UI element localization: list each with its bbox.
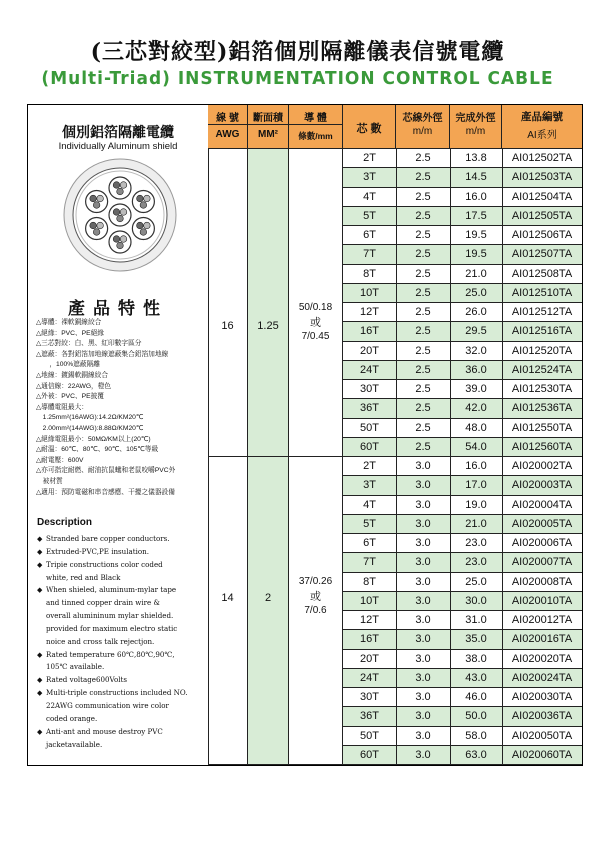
description-item: ◆ Tripie constructions color coded white, red and Black [37,559,209,585]
product-code-cell: AI020004TA [511,498,573,511]
cores-cell: 4T [363,498,376,511]
group-1-conductor-a: 50/0.18 [298,302,333,313]
spec-sheet [27,104,583,766]
core-od-cell: 2.5 [415,344,431,357]
feature-item: △絕緣：PVC、PE絕緣 [36,329,104,337]
description-item: ◆ Extruded-PVC,PE insulation. [37,546,209,559]
cores-cell: 50T [360,421,379,434]
table-row [343,419,582,438]
cores-cell: 30T [360,383,379,395]
cores-cell: 8T [363,267,376,280]
group-2-area: 2 [264,592,272,604]
table-row [343,669,582,688]
table-row [343,245,582,264]
cores-cell: 20T [360,652,379,665]
description-item: ◆ Multi-triple constructions included NO. 22AWG communication wire color coded orange. [37,687,209,726]
table-row [343,457,582,476]
table-row [343,284,582,303]
table-row [343,226,582,245]
table-row [343,592,582,611]
description-panel [28,105,208,765]
product-code-cell: AI020006TA [511,537,573,549]
table-row [343,534,582,553]
product-code-cell: AI012550TA [511,421,573,434]
core-od-cell: 2.5 [415,248,431,261]
header-area-label: 斷面積 [253,113,283,124]
group-2-conductor-or: 或 [310,591,321,603]
feature-item: △通信線：22AWG，橙色 [36,382,112,390]
header-conductor-unit: 條數/mm [298,131,333,141]
core-od-cell: 3.0 [415,633,431,646]
od-cell: 50.0 [465,710,487,723]
cores-cell: 16T [360,325,379,338]
od-cell: 13.8 [465,152,487,164]
core-od-cell: 2.5 [415,383,431,395]
description-item: ◆ Stranded bare copper conductors. [37,533,209,546]
group-2-conductor-b: 7/0.6 [304,605,327,616]
cores-cell: 50T [360,729,379,742]
header-awg-unit: AWG [215,129,240,140]
description-item: ◆ Rated temperature 60℃,80℃,90℃, 105℃ available. [37,649,209,675]
core-od-cell: 2.5 [415,286,431,299]
header-cores-label: 芯 數 [356,123,382,135]
core-od-cell: 3.0 [415,460,431,472]
od-cell: 19.5 [465,248,487,261]
cores-cell: 36T [360,710,379,723]
table-row [343,149,582,168]
cores-cell: 5T [363,209,376,222]
core-od-cell: 3.0 [415,710,431,723]
core-od-cell: 3.0 [415,691,431,703]
od-cell: 14.5 [465,171,487,184]
feature-item: △絕緣電阻最小：50MΩ/KM以上(20℃) [36,435,151,443]
od-cell: 19.5 [465,229,487,241]
od-cell: 26.0 [465,306,487,318]
table-row [343,322,582,341]
feature-item: △耐溫：60℃、80℃、90℃、105℃等級 [36,446,159,454]
product-code-cell: AI020050TA [511,729,573,742]
feature-item: △導體電阻最大： [36,403,88,411]
od-cell: 35.0 [465,633,487,646]
od-cell: 48.0 [465,421,487,434]
feature-item: △適用：預防電磁和串音感應、干擾之儀器設備 [36,488,175,496]
table-row [343,342,582,361]
table-row [343,553,582,572]
header-code-label: 產品編號 [521,111,563,123]
cores-cell: 10T [360,594,379,607]
product-code-cell: AI012508TA [511,267,573,280]
table-row [343,438,582,457]
core-od-cell: 3.0 [415,537,431,549]
od-cell: 25.0 [465,575,487,588]
cores-cell: 8T [363,575,376,588]
product-code-cell: AI012507TA [511,248,573,261]
table-row [343,207,582,226]
feature-item: △外被：PVC、PE披覆 [36,393,104,401]
col-divider [450,149,451,765]
product-code-cell: AI012560TA [511,440,573,453]
cores-cell: 2T [363,152,376,164]
feature-item: △耐電壓：600V [36,456,84,464]
table-row [343,727,582,746]
features-list [36,318,208,498]
group-1-area: 1.25 [257,320,279,332]
table-row [343,573,582,592]
description-item: ◆ When shieled, aluminum-mylar tape and tinned copper drain wire & overall alumininum mylar shielded. provided for maximum electro static noice and cross talk rejectjon. [37,584,209,648]
core-od-cell: 2.5 [415,363,431,376]
core-od-cell: 2.5 [415,440,431,453]
product-code-cell: AI020005TA [511,517,573,530]
header-od-unit: m/m [465,126,486,137]
cores-cell: 6T [363,229,376,241]
cores-cell: 12T [360,306,379,318]
group-1-awg-cell [208,149,248,457]
header-core-od-unit: m/m [412,126,433,137]
core-od-cell: 3.0 [415,671,431,684]
cores-cell: 16T [360,633,379,646]
product-code-cell: AI012506TA [511,229,573,241]
header-code-unit: AI系列 [527,130,557,141]
cores-cell: 36T [360,402,379,415]
od-cell: 32.0 [465,344,487,357]
description-item: ◆ Anti-ant and mouse destroy PVC jacketavailable. [37,726,209,752]
product-code-cell: AI020036TA [511,710,573,723]
header-core-od [396,105,450,149]
product-code-cell: AI012510TA [511,286,573,299]
product-code-cell: AI020016TA [511,633,573,646]
group-1-area-cell [248,149,289,457]
group-2-conductor-cell [289,457,343,765]
header-cores [343,105,396,149]
product-code-cell: AI012502TA [511,152,573,164]
header-conductor [289,105,343,149]
cores-cell: 5T [363,517,376,530]
od-cell: 38.0 [465,652,487,665]
product-code-cell: AI020003TA [511,479,573,492]
table-row [343,188,582,207]
od-cell: 31.0 [465,614,487,626]
od-cell: 17.0 [465,479,487,492]
core-od-cell: 2.5 [415,190,431,203]
feature-item: △三芯對絞：白、黑、紅印數字區分 [36,340,142,348]
feature-item: △遮蔽：各對鋁箔加地線遮蔽集合鋁箔加地線 [36,350,169,358]
product-code-cell: AI012536TA [511,402,573,415]
od-cell: 19.0 [465,498,487,511]
product-code-cell: AI012516TA [511,325,573,338]
cores-cell: 4T [363,190,376,203]
table-row [343,265,582,284]
group-1-conductor-cell [289,149,343,457]
feature-item: ，100%遮蔽隔離 [36,361,100,369]
cores-cell: 24T [360,363,379,376]
cores-cell: 2T [363,460,376,472]
product-code-cell: AI012505TA [511,209,573,222]
core-od-cell: 2.5 [415,402,431,415]
cable-cross-section-image [62,157,178,273]
table-row [343,650,582,669]
product-code-cell: AI012524TA [511,363,573,376]
od-cell: 36.0 [465,363,487,376]
product-code-cell: AI020010TA [511,594,573,607]
od-cell: 54.0 [465,440,487,453]
feature-item: 1.25mm²(16AWG):14.2Ω/KM20℃ [36,414,144,422]
cores-cell: 12T [360,614,379,626]
page-title: (三芯對絞型)鋁箔個別隔離儀表信號電纜 [90,39,505,65]
core-od-cell: 3.0 [415,556,431,569]
header-od [450,105,502,149]
description-item: ◆ Rated voltage600Volts [37,674,209,687]
od-cell: 63.0 [465,748,487,761]
core-od-cell: 3.0 [415,652,431,665]
table-row [343,707,582,726]
header-awg-label: 線 號 [216,113,239,124]
cores-cell: 10T [360,286,379,299]
product-code-cell: AI020012TA [511,614,573,626]
header-area [248,105,289,149]
page-subtitle: (Multi-Triad) INSTRUMENTATION CONTROL CABLE [41,68,554,90]
table-row [343,688,582,707]
feature-item: 被材質 [36,477,63,485]
od-cell: 39.0 [465,383,487,395]
core-od-cell: 3.0 [415,517,431,530]
core-od-cell: 2.5 [415,209,431,222]
cores-cell: 3T [363,171,376,184]
table-row [343,303,582,322]
od-cell: 25.0 [465,286,487,299]
header-core-od-label: 芯線外徑 [402,113,443,124]
od-cell: 42.0 [465,402,487,415]
core-od-cell: 3.0 [415,729,431,742]
cores-cell: 7T [363,556,376,569]
cores-cell: 60T [360,440,379,453]
group-2-awg-cell [208,457,248,765]
panel-title: 個別鋁箔隔離電纜 [62,125,174,141]
feature-item: △亦可指定耐燃、耐油抗鼠蟻和老鼠咬嚼PVC外 [36,467,176,475]
table-row [343,630,582,649]
product-code-cell: AI012504TA [511,190,573,203]
group-1-conductor-b: 7/0.45 [301,331,330,342]
group-2-awg: 14 [221,592,234,604]
od-cell: 23.0 [465,556,487,569]
od-cell: 29.5 [465,325,487,338]
feature-item: 2.00mm²(14AWG):8.88Ω/KM20℃ [36,424,144,432]
header-area-unit: MM² [258,129,278,140]
feature-item: △地線：鍍錫軟銅線絞合 [36,371,109,379]
product-code-cell: AI020060TA [511,748,573,761]
core-od-cell: 2.5 [415,229,431,241]
table-row [343,746,582,765]
col-divider [502,149,503,765]
table-row [343,380,582,399]
core-od-cell: 2.5 [415,325,431,338]
product-code-cell: AI020008TA [511,575,573,588]
header-awg [208,105,248,149]
features-title: 產品特性 [68,299,168,319]
group-1-awg: 16 [221,320,234,332]
cores-cell: 20T [360,344,379,357]
product-code-cell: AI020030TA [511,691,573,703]
cores-cell: 7T [363,248,376,261]
product-code-cell: AI020002TA [511,460,573,472]
core-od-cell: 2.5 [415,171,431,184]
col-divider [396,149,397,765]
core-od-cell: 2.5 [415,306,431,318]
od-cell: 17.5 [465,209,487,222]
product-code-cell: AI020024TA [511,671,573,684]
table-row [343,476,582,495]
core-od-cell: 3.0 [415,614,431,626]
od-cell: 46.0 [465,691,487,703]
product-code-cell: AI012503TA [511,171,573,184]
od-cell: 30.0 [465,594,487,607]
od-cell: 16.0 [465,190,487,203]
od-cell: 21.0 [465,517,487,530]
od-cell: 21.0 [465,267,487,280]
od-cell: 23.0 [465,537,487,549]
panel-subtitle: Individually Aluminum shield [58,141,178,152]
core-od-cell: 3.0 [415,479,431,492]
table-row [343,361,582,380]
core-od-cell: 2.5 [415,152,431,164]
cores-cell: 6T [363,537,376,549]
cores-cell: 3T [363,479,376,492]
core-od-cell: 2.5 [415,267,431,280]
core-od-cell: 3.0 [415,748,431,761]
cores-cell: 24T [360,671,379,684]
table-row [343,399,582,418]
core-od-cell: 3.0 [415,498,431,511]
table-row [343,515,582,534]
product-code-cell: AI020020TA [511,652,573,665]
od-cell: 58.0 [465,729,487,742]
feature-item: △導體：裸軟銅線絞合 [36,319,102,326]
product-code-cell: AI020007TA [511,556,573,569]
header-code [502,105,582,149]
product-code-cell: AI012530TA [511,383,573,395]
product-code-cell: AI012520TA [511,344,573,357]
product-code-cell: AI012512TA [511,306,573,318]
core-od-cell: 2.5 [415,421,431,434]
header-od-label: 完成外徑 [455,113,496,124]
table-row [343,168,582,187]
table-row [343,611,582,630]
header-conductor-label: 導 體 [304,113,327,124]
description-title: Description [37,517,93,528]
group-2-conductor-a: 37/0.26 [298,576,333,587]
description-list [37,533,209,751]
cores-cell: 60T [360,748,379,761]
od-cell: 43.0 [465,671,487,684]
core-od-cell: 3.0 [415,594,431,607]
table-row [343,496,582,515]
core-od-cell: 3.0 [415,575,431,588]
group-2-area-cell [248,457,289,765]
cores-cell: 30T [360,691,379,703]
od-cell: 16.0 [465,460,487,472]
group-1-conductor-or: 或 [310,317,321,329]
